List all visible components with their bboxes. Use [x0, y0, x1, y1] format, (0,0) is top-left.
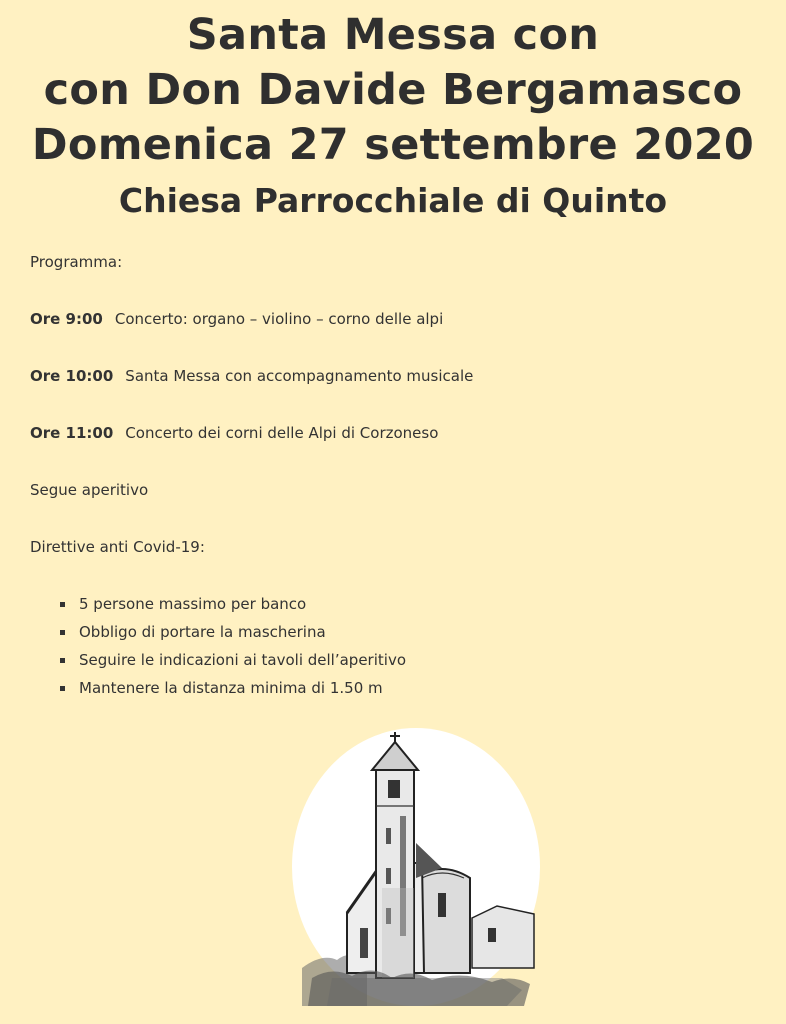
program-follow: Segue aperitivo	[30, 481, 149, 499]
program-item-text: Concerto: organo – violino – corno delle alpi	[114, 310, 444, 328]
covid-rule-text: Mantenere la distanza minima di 1.50 m	[79, 679, 383, 697]
covid-rules-list	[30, 595, 770, 707]
page-title-line-3: Domenica 27 settembre 2020	[31, 120, 755, 170]
square-bullet-icon	[60, 602, 65, 607]
list-item	[60, 679, 770, 707]
program-item-text: Santa Messa con accompagnamento musicale	[125, 367, 474, 385]
program-item-time: Ore 11:00	[30, 424, 114, 442]
program-intro: Programma:	[30, 253, 123, 271]
church-drawing	[292, 728, 540, 1006]
program-item-time: Ore 10:00	[30, 367, 114, 385]
church-illustration	[292, 728, 540, 1006]
square-bullet-icon	[60, 686, 65, 691]
program-item	[30, 367, 770, 424]
covid-heading: Direttive anti Covid-19:	[30, 538, 205, 556]
page-title-line-1: Santa Messa con	[186, 10, 600, 60]
title-block	[0, 0, 786, 222]
covid-rule-text: Seguire le indicazioni ai tavoli dell’aperitivo	[79, 651, 406, 669]
program-item-time: Ore 9:00	[30, 310, 103, 328]
program-item	[30, 310, 770, 367]
program-content	[30, 253, 770, 707]
list-item	[60, 623, 770, 651]
covid-rule-text: 5 persone massimo per banco	[79, 595, 307, 613]
page-title-line-2: con Don Davide Bergamasco	[43, 65, 743, 115]
square-bullet-icon	[60, 658, 65, 663]
covid-rule-text: Obbligo di portare la mascherina	[79, 623, 326, 641]
list-item	[60, 651, 770, 679]
page-subtitle: Chiesa Parrocchiale di Quinto	[118, 181, 668, 220]
program-item	[30, 424, 770, 481]
square-bullet-icon	[60, 630, 65, 635]
list-item	[60, 595, 770, 623]
program-item-text: Concerto dei corni delle Alpi di Corzoneso	[125, 424, 439, 442]
